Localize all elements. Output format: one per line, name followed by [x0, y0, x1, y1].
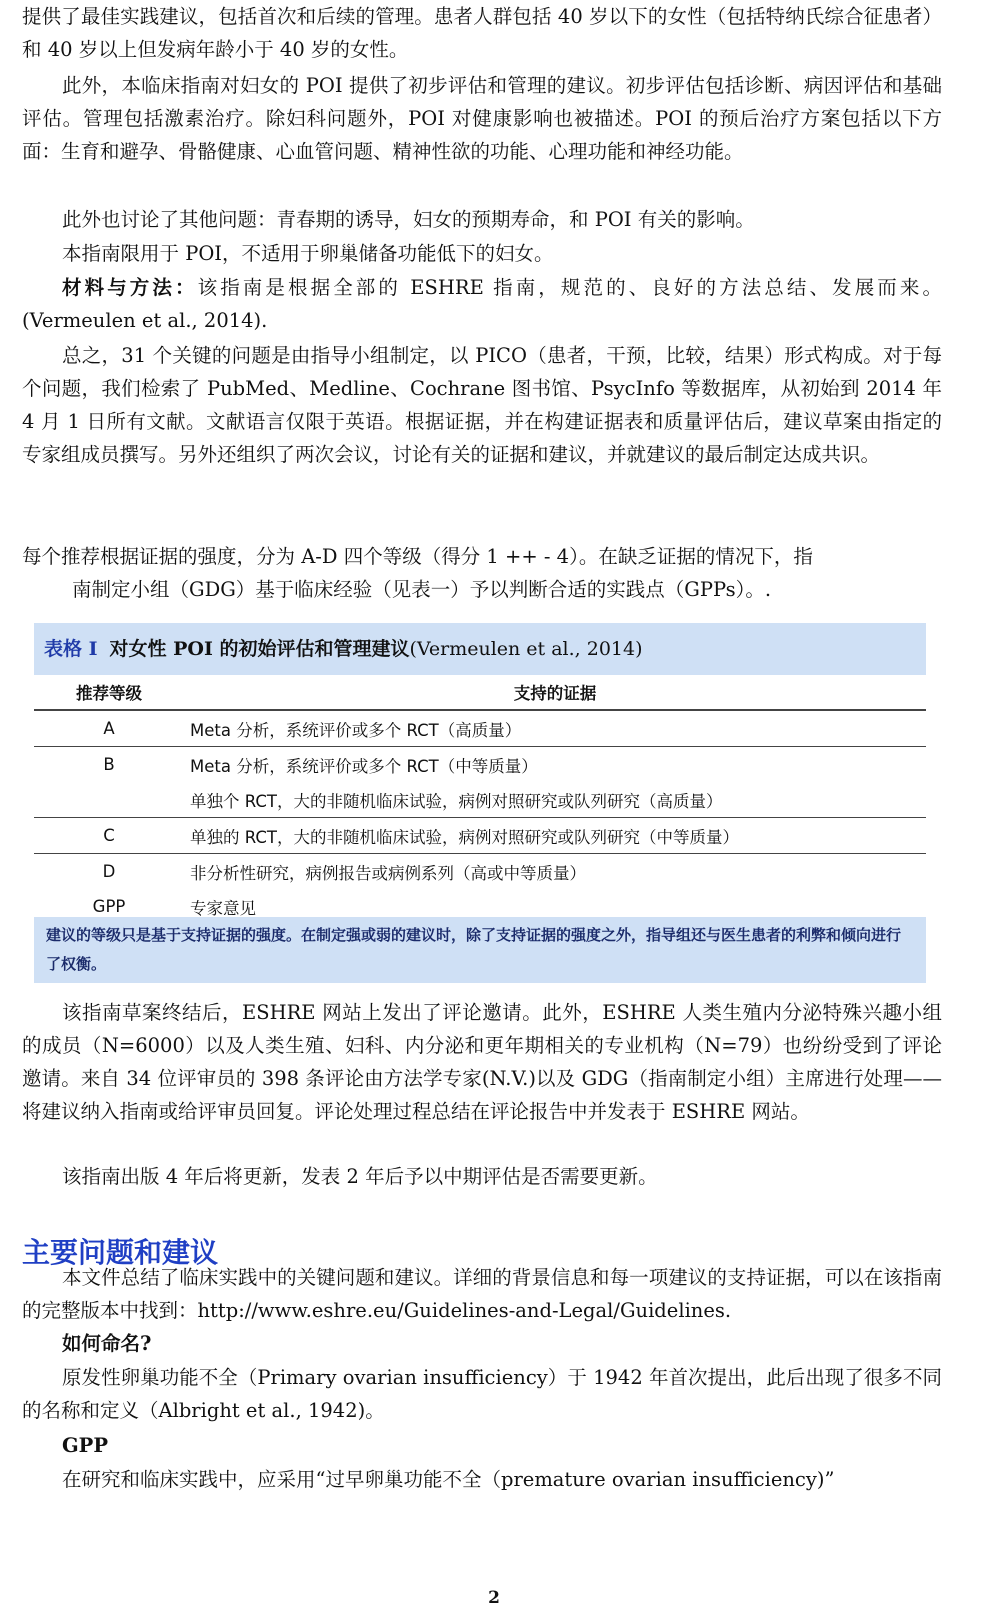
evidence-cell: Meta 分析，系统评价或多个 RCT（中等质量） — [190, 756, 538, 776]
evidence-cell: 单独的 RCT，大的非随机临床试验，病例对照研究或队列研究（中等质量） — [184, 818, 926, 854]
table-row — [34, 710, 926, 747]
paragraph-summary: 本文件总结了临床实践中的关键问题和建议。详细的背景信息和每一项建议的支持证据，可以在该指南的完整版本中找到：http://www.eshre.eu/Guidelines-and-Legal/Guidelines. — [22, 1266, 942, 1322]
grading-intro-line1: 每个推荐根据证据的强度，分为 A-D 四个等级（得分 1 ++ - 4）。在缺乏证据的情况下，指 — [22, 545, 813, 568]
table-caption — [34, 623, 926, 675]
paragraph-scope: 此外，本临床指南对妇女的 POI 提供了初步评估和管理的建议。初步评估包括诊断、病因评估和基础评估。管理包括激素治疗。除妇科问题外，POI 对健康影响也被描述。POI 的预后治疗方案包括以下方面：生育和避孕、骨骼健康、心血管问题、精神性欲的功能、心理功能和神经功能。 — [22, 74, 942, 163]
grade-cell: A — [34, 710, 184, 747]
evidence-cell: 专家意见 — [190, 898, 256, 918]
paragraph-other-issues: 此外也讨论了其他问题：青春期的诱导，妇女的预期寿命，和 POI 有关的影响。 — [62, 208, 755, 231]
paragraph-population: 提供了最佳实践建议，包括首次和后续的管理。患者人群包括 40 岁以下的女性（包括特纳氏综合征患者）和 40 岁以上但发病年龄小于 40 岁的女性。 — [22, 5, 942, 61]
grade-cell — [34, 782, 184, 818]
column-header-grade: 推荐等级 — [34, 675, 184, 710]
grade-cell: D — [102, 862, 116, 881]
table-citation: (Vermeulen et al., 2014) — [409, 638, 643, 660]
table-title: 对女性 POI 的初始评估和管理建议 — [109, 638, 410, 660]
methods-label: 材料与方法： — [62, 276, 198, 299]
table-row — [34, 747, 926, 783]
paragraph-methods — [22, 271, 942, 337]
paragraph-gpp: 在研究和临床实践中，应采用“过早卵巢功能不全（premature ovarian insufficiency)” — [62, 1468, 835, 1491]
grading-intro — [22, 540, 942, 606]
table-row — [34, 782, 926, 818]
evidence-cell: 非分析性研究，病例报告或病例系列（高或中等质量） — [190, 863, 586, 883]
paragraph-naming: 原发性卵巢功能不全（Primary ovarian insufficiency）于 1942 年首次提出，此后出现了很多不同的名称和定义（Albright et al., 1942)。 — [22, 1366, 942, 1422]
gpp-label: GPP — [62, 1434, 108, 1457]
page-number: 2 — [488, 1588, 500, 1608]
evidence-cell: 单独个 RCT，大的非随机临床试验，病例对照研究或队列研究（高质量） — [184, 782, 926, 818]
paragraph-update: 该指南出版 4 年后将更新，发表 2 年后予以中期评估是否需要更新。 — [62, 1165, 658, 1188]
grade-cell: B — [103, 755, 115, 774]
recommendation-table — [34, 675, 926, 924]
table-label: 表格 I — [44, 638, 98, 660]
table-row — [34, 818, 926, 854]
paragraph-review: 该指南草案终结后，ESHRE 网站上发出了评论邀请。此外，ESHRE 人类生殖内分泌特殊兴趣小组的成员（N=6000）以及人类生殖、妇科、内分泌和更年期相关的专业机构（N=79）也纷纷受到了评论邀请。来自 34 位评审员的 398 条评论由方法学专家(N.V.)以及 GDG（指南制定小组）主席进行处理——将建议纳入指南或给评审员回复。评论处理过程总结在评论报告中并发表于 ESHRE 网站。 — [22, 1001, 942, 1123]
table-row — [34, 854, 926, 890]
methods-text: 该指南是根据全部的 ESHRE 指南，规范的、良好的方法总结、发展而来。(Vermeulen et al., 2014). — [22, 276, 942, 332]
grading-intro-line2: 南制定小组（GDG）基于临床经验（见表一）予以判断合适的实践点（GPPs）。. — [72, 578, 772, 601]
section-heading: 主要问题和建议 — [22, 1236, 219, 1269]
grade-cell: GPP — [92, 897, 126, 916]
paragraph-limitation: 本指南限用于 POI，不适用于卵巢储备功能低下的妇女。 — [62, 242, 554, 265]
paragraph-pico: 总之，31 个关键的问题是由指导小组制定，以 PICO（患者，干预，比较，结果）形式构成。对于每个问题，我们检索了 PubMed、Medline、Cochrane 图书馆、PsycInfo 等数据库，从初始到 2014 年 4 月 1 日所有文献。文献语言仅限于英语。根据证据，并在构建证据表和质量评估后，建议草案由指定的专家组成员撰写。另外还组织了两次会议，讨论有关的证据和建议，并就建议的最后制定达成共识。 — [22, 344, 942, 466]
grade-cell: C — [34, 818, 184, 854]
evidence-cell: Meta 分析，系统评价或多个 RCT（高质量） — [184, 710, 926, 747]
subheading-naming: 如何命名? — [62, 1332, 152, 1355]
table-footnote: 建议的等级只是基于支持证据的强度。在制定强或弱的建议时，除了支持证据的强度之外，指导组还与医生患者的利弊和倾向进行了权衡。 — [34, 917, 926, 983]
column-header-evidence: 支持的证据 — [184, 675, 926, 710]
